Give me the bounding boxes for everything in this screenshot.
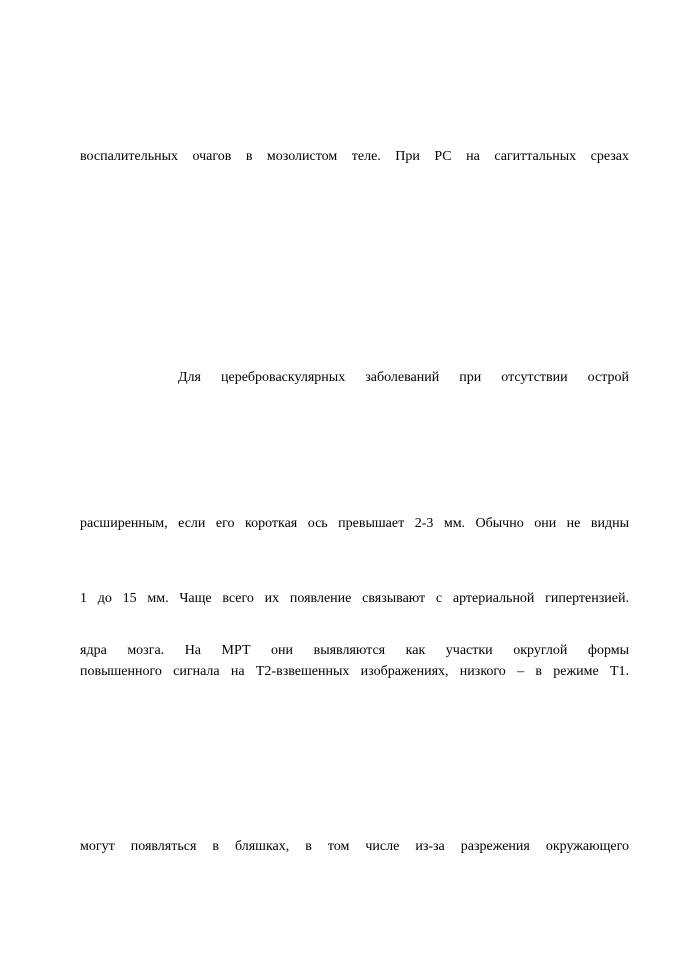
text-line-4: 1 до 15 мм. Чаще всего их появление связывают с артериальной гипертензией. (80, 591, 629, 606)
text-line-1: воспалительных очагов в мозолистом теле. При РС на сагиттальных срезах (80, 149, 629, 164)
text-line-3: расширенным, если его короткая ось превышает 2-3 мм. Обычно они не видны (80, 516, 629, 531)
text-line-5: ядра мозга. На МРТ они выявляются как участки округлой формы (80, 643, 629, 658)
text-line-7: могут появляться в бляшках, в том числе из-за разрежения окружающего (80, 839, 629, 854)
text-line-6: повышенного сигнала на Т2-взвешенных изображениях, низкого – в режиме Т1. (80, 664, 629, 679)
text-line-2: Для цереброваскулярных заболеваний при отсутствии острой (178, 370, 629, 385)
